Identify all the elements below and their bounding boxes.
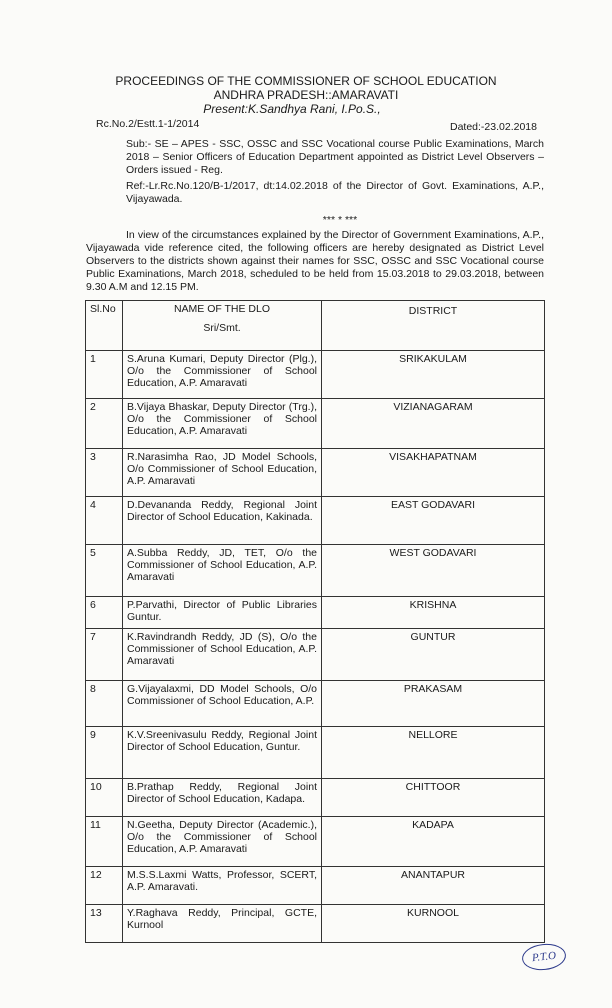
- table-row: [86, 545, 545, 597]
- header-name: [123, 301, 322, 351]
- row-district: SRIKAKULAM: [322, 351, 545, 399]
- table-row: [86, 727, 545, 779]
- row-district: GUNTUR: [322, 629, 545, 681]
- row-sl-no: 6: [86, 597, 123, 629]
- row-sl-no: 2: [86, 399, 123, 449]
- row-officer-name: K.V.Sreenivasulu Reddy, Regional Joint Director of School Education, Guntur.: [123, 727, 322, 779]
- row-officer-name: M.S.S.Laxmi Watts, Professor, SCERT, A.P. Amaravati.: [123, 867, 322, 905]
- table-row: [86, 817, 545, 867]
- body-paragraph: In view of the circumstances explained by the Director of Government Examinations, A.P., Vijayawada vide reference cited, the following officers are hereby designated as District Level Observers to the districts shown against their names for SSC, OSSC and SSC Vocational course Public Examinations, March 2018, scheduled to be held from 15.03.2018 to 29.03.2018, between 9.30 A.M and 12.15 PM.: [86, 229, 544, 293]
- row-sl-no: 10: [86, 779, 123, 817]
- row-officer-name: G.Vijayalaxmi, DD Model Schools, O/o Commissioner of School Education, A.P.: [123, 681, 322, 727]
- row-sl-no: 4: [86, 497, 123, 545]
- row-officer-name: K.Ravindrandh Reddy, JD (S), O/o the Commissioner of School Education, A.P. Amaravati: [123, 629, 322, 681]
- row-officer-name: R.Narasimha Rao, JD Model Schools, O/o Commissioner of School Education, A.P. Amaravati: [123, 449, 322, 497]
- table-row: [86, 779, 545, 817]
- row-district: CHITTOOR: [322, 779, 545, 817]
- row-sl-no: 5: [86, 545, 123, 597]
- row-district: KRISHNA: [322, 597, 545, 629]
- pto-stamp: P.T.O: [521, 942, 567, 972]
- row-officer-name: P.Parvathi, Director of Public Libraries Guntur.: [123, 597, 322, 629]
- table-row: [86, 597, 545, 629]
- table-row: [86, 497, 545, 545]
- table-header-row: [86, 301, 545, 351]
- row-officer-name: Y.Raghava Reddy, Principal, GCTE, Kurnool: [123, 905, 322, 943]
- separator: *** * ***: [322, 214, 358, 226]
- row-sl-no: 11: [86, 817, 123, 867]
- row-sl-no: 1: [86, 351, 123, 399]
- row-district: KURNOOL: [322, 905, 545, 943]
- table-row: [86, 905, 545, 943]
- table-row: [86, 629, 545, 681]
- row-officer-name: D.Devananda Reddy, Regional Joint Director of School Education, Kakinada.: [123, 497, 322, 545]
- document-date: Dated:-23.02.2018: [450, 121, 537, 133]
- reference-number: Rc.No.2/Estt.1-1/2014: [96, 118, 200, 130]
- header-name-sub: Sri/Smt.: [203, 322, 241, 335]
- header-line-2: ANDHRA PRADESH::AMARAVATI: [213, 88, 399, 102]
- row-sl-no: 13: [86, 905, 123, 943]
- row-sl-no: 8: [86, 681, 123, 727]
- dlo-table: [85, 300, 545, 943]
- header-sl-no: Sl.No: [86, 301, 123, 351]
- row-district: NELLORE: [322, 727, 545, 779]
- table-row: [86, 449, 545, 497]
- table-row: [86, 399, 545, 449]
- row-district: PRAKASAM: [322, 681, 545, 727]
- header-district: DISTRICT: [322, 301, 545, 351]
- header-line-1: PROCEEDINGS OF THE COMMISSIONER OF SCHOOL EDUCATION: [115, 74, 497, 88]
- row-officer-name: A.Subba Reddy, JD, TET, O/o the Commissioner of School Education, A.P. Amaravati: [123, 545, 322, 597]
- row-officer-name: N.Geetha, Deputy Director (Academic.), O/o the Commissioner of School Education, A.P. Amaravati: [123, 817, 322, 867]
- row-district: EAST GODAVARI: [322, 497, 545, 545]
- header-name-label: NAME OF THE DLO: [173, 303, 271, 315]
- row-officer-name: B.Prathap Reddy, Regional Joint Director of School Education, Kadapa.: [123, 779, 322, 817]
- row-district: KADAPA: [322, 817, 545, 867]
- table-row: [86, 681, 545, 727]
- subject: Sub:- SE – APES - SSC, OSSC and SSC Vocational course Public Examinations, March 2018 – Senior Officers of Education Department appointed as District Level Observers – Orders issued - Reg.: [126, 138, 544, 176]
- row-district: ANANTAPUR: [322, 867, 545, 905]
- row-district: WEST GODAVARI: [322, 545, 545, 597]
- row-sl-no: 7: [86, 629, 123, 681]
- row-officer-name: S.Aruna Kumari, Deputy Director (Plg.), O/o the Commissioner of School Education, A.P. Amaravati: [123, 351, 322, 399]
- reference: Ref:-Lr.Rc.No.120/B-1/2017, dt:14.02.2018 of the Director of Govt. Examinations, A.P., Vijayawada.: [126, 180, 544, 205]
- row-sl-no: 3: [86, 449, 123, 497]
- table-row: [86, 351, 545, 399]
- row-sl-no: 9: [86, 727, 123, 779]
- row-district: VIZIANAGARAM: [322, 399, 545, 449]
- row-officer-name: B.Vijaya Bhaskar, Deputy Director (Trg.), O/o the Commissioner of School Education, A.P. Amaravati: [123, 399, 322, 449]
- row-district: VISAKHAPATNAM: [322, 449, 545, 497]
- table-row: [86, 867, 545, 905]
- row-sl-no: 12: [86, 867, 123, 905]
- header-presenter: Present:K.Sandhya Rani, I.Po.S.,: [203, 102, 381, 116]
